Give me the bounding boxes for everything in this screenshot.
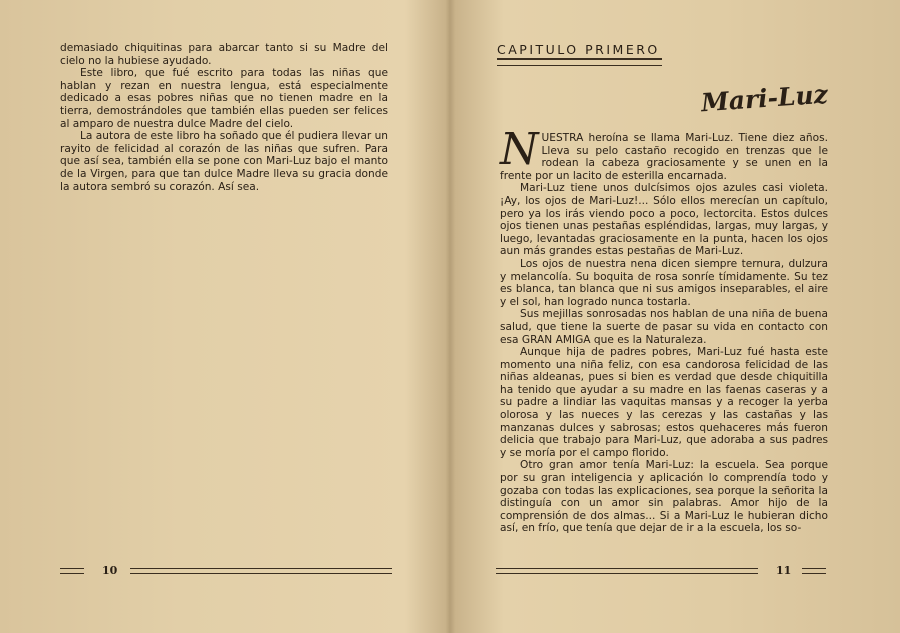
paragraph: demasiado chiquitinas para abarcar tanto si su Madre del cielo no la hubiese ayudado. xyxy=(60,42,388,67)
right-page xyxy=(452,0,900,633)
chapter-title: Mari-Luz xyxy=(700,79,829,118)
paragraph: La autora de este libro ha soñado que él pudiera llevar un rayito de felicidad al corazón de las niñas que sufren. Para que así sea, también ella se pone con Mari-Luz bajo el manto de la Virgen, para que tan dulce Madre lleva su gracia donde la autora sembró su corazón. Así sea. xyxy=(60,130,388,193)
page-number: 11 xyxy=(776,564,792,577)
paragraph: Mari-Luz tiene unos dulcísimos ojos azules casi violeta. ¡Ay, los ojos de Mari-Luz!... Sólo ellos merecían un capítulo, pero ya los irás viendo poco a poco, lectorcita. Estos dulces ojos tienen unas pestañas espléndidas, largas, muy largas, y luego, levantadas graciosamente en la punta, hacen los ojos aun más grandes estas pestañas de Mari-Luz. xyxy=(500,182,828,258)
footer-rule-short xyxy=(60,568,84,574)
right-page-footer xyxy=(496,566,826,580)
footer-rule-long xyxy=(496,568,758,574)
left-page-text xyxy=(60,42,388,193)
page-number: 10 xyxy=(102,564,118,577)
drop-cap: N xyxy=(500,124,539,175)
paragraph xyxy=(500,124,828,182)
left-page-footer xyxy=(60,566,390,580)
paragraph: Otro gran amor tenía Mari-Luz: la escuela. Sea porque por su gran inteligencia y aplicación lo comprendía todo y gozaba con todas las explicaciones, sea porque la señorita la distinguía con un amor sin palabras. Amor hijo de la comprensión de dos almas... Si a Mari-Luz le hubieran dicho así, en frío, que tenía que dejar de ir a la escuela, los so- xyxy=(500,459,828,535)
paragraph: Este libro, que fué escrito para todas las niñas que hablan y rezan en nuestra lengua, está especialmente dedicado a esas pobres niñas que no tienen madre en la tierra, demostrándoles que también ellas pueden ser felices al amparo de nuestra dulce Madre del cielo. xyxy=(60,67,388,130)
paragraph: Sus mejillas sonrosadas nos hablan de una niña de buena salud, que tiene la suerte de pasar su vida en contacto con esa GRAN AMIGA que es la Naturaleza. xyxy=(500,308,828,346)
footer-rule-long xyxy=(130,568,392,574)
first-paragraph-text: UESTRA heroína se llama Mari-Luz. Tiene diez años. Lleva su pelo castaño recogido en trenzas que le rodean la cabeza graciosamente y se unen en la frente por un lacito de esterilla encarnada. xyxy=(500,132,828,182)
chapter-heading: CAPITULO PRIMERO xyxy=(497,42,660,57)
right-page-text xyxy=(500,124,828,535)
footer-rule-short xyxy=(802,568,826,574)
chapter-rule xyxy=(497,58,662,66)
paragraph: Los ojos de nuestra nena dicen siempre ternura, dulzura y melancolía. Su boquita de rosa sonríe tímidamente. Su tez es blanca, tan blanca que ni sus amigos inseparables, el aire y el sol, han logrado nunca tostarla. xyxy=(500,257,828,308)
paragraph: Aunque hija de padres pobres, Mari-Luz fué hasta este momento una niña feliz, con esa candorosa felicidad de las niñas aldeanas, pues si bien es verdad que desde chiquitilla ha tenido que ayudar a su madre en las faenas caseras y a su padre a lindiar las vaquitas mansas y a recoger la yerba olorosa y las nueces y las cerezas y las castañas y las manzanas dulces y sabrosas; estos quehaceres más fueron delicia que trabajo para Mari-Luz, que adoraba a sus padres y se moría por el campo florido. xyxy=(500,346,828,459)
left-page xyxy=(0,0,448,633)
